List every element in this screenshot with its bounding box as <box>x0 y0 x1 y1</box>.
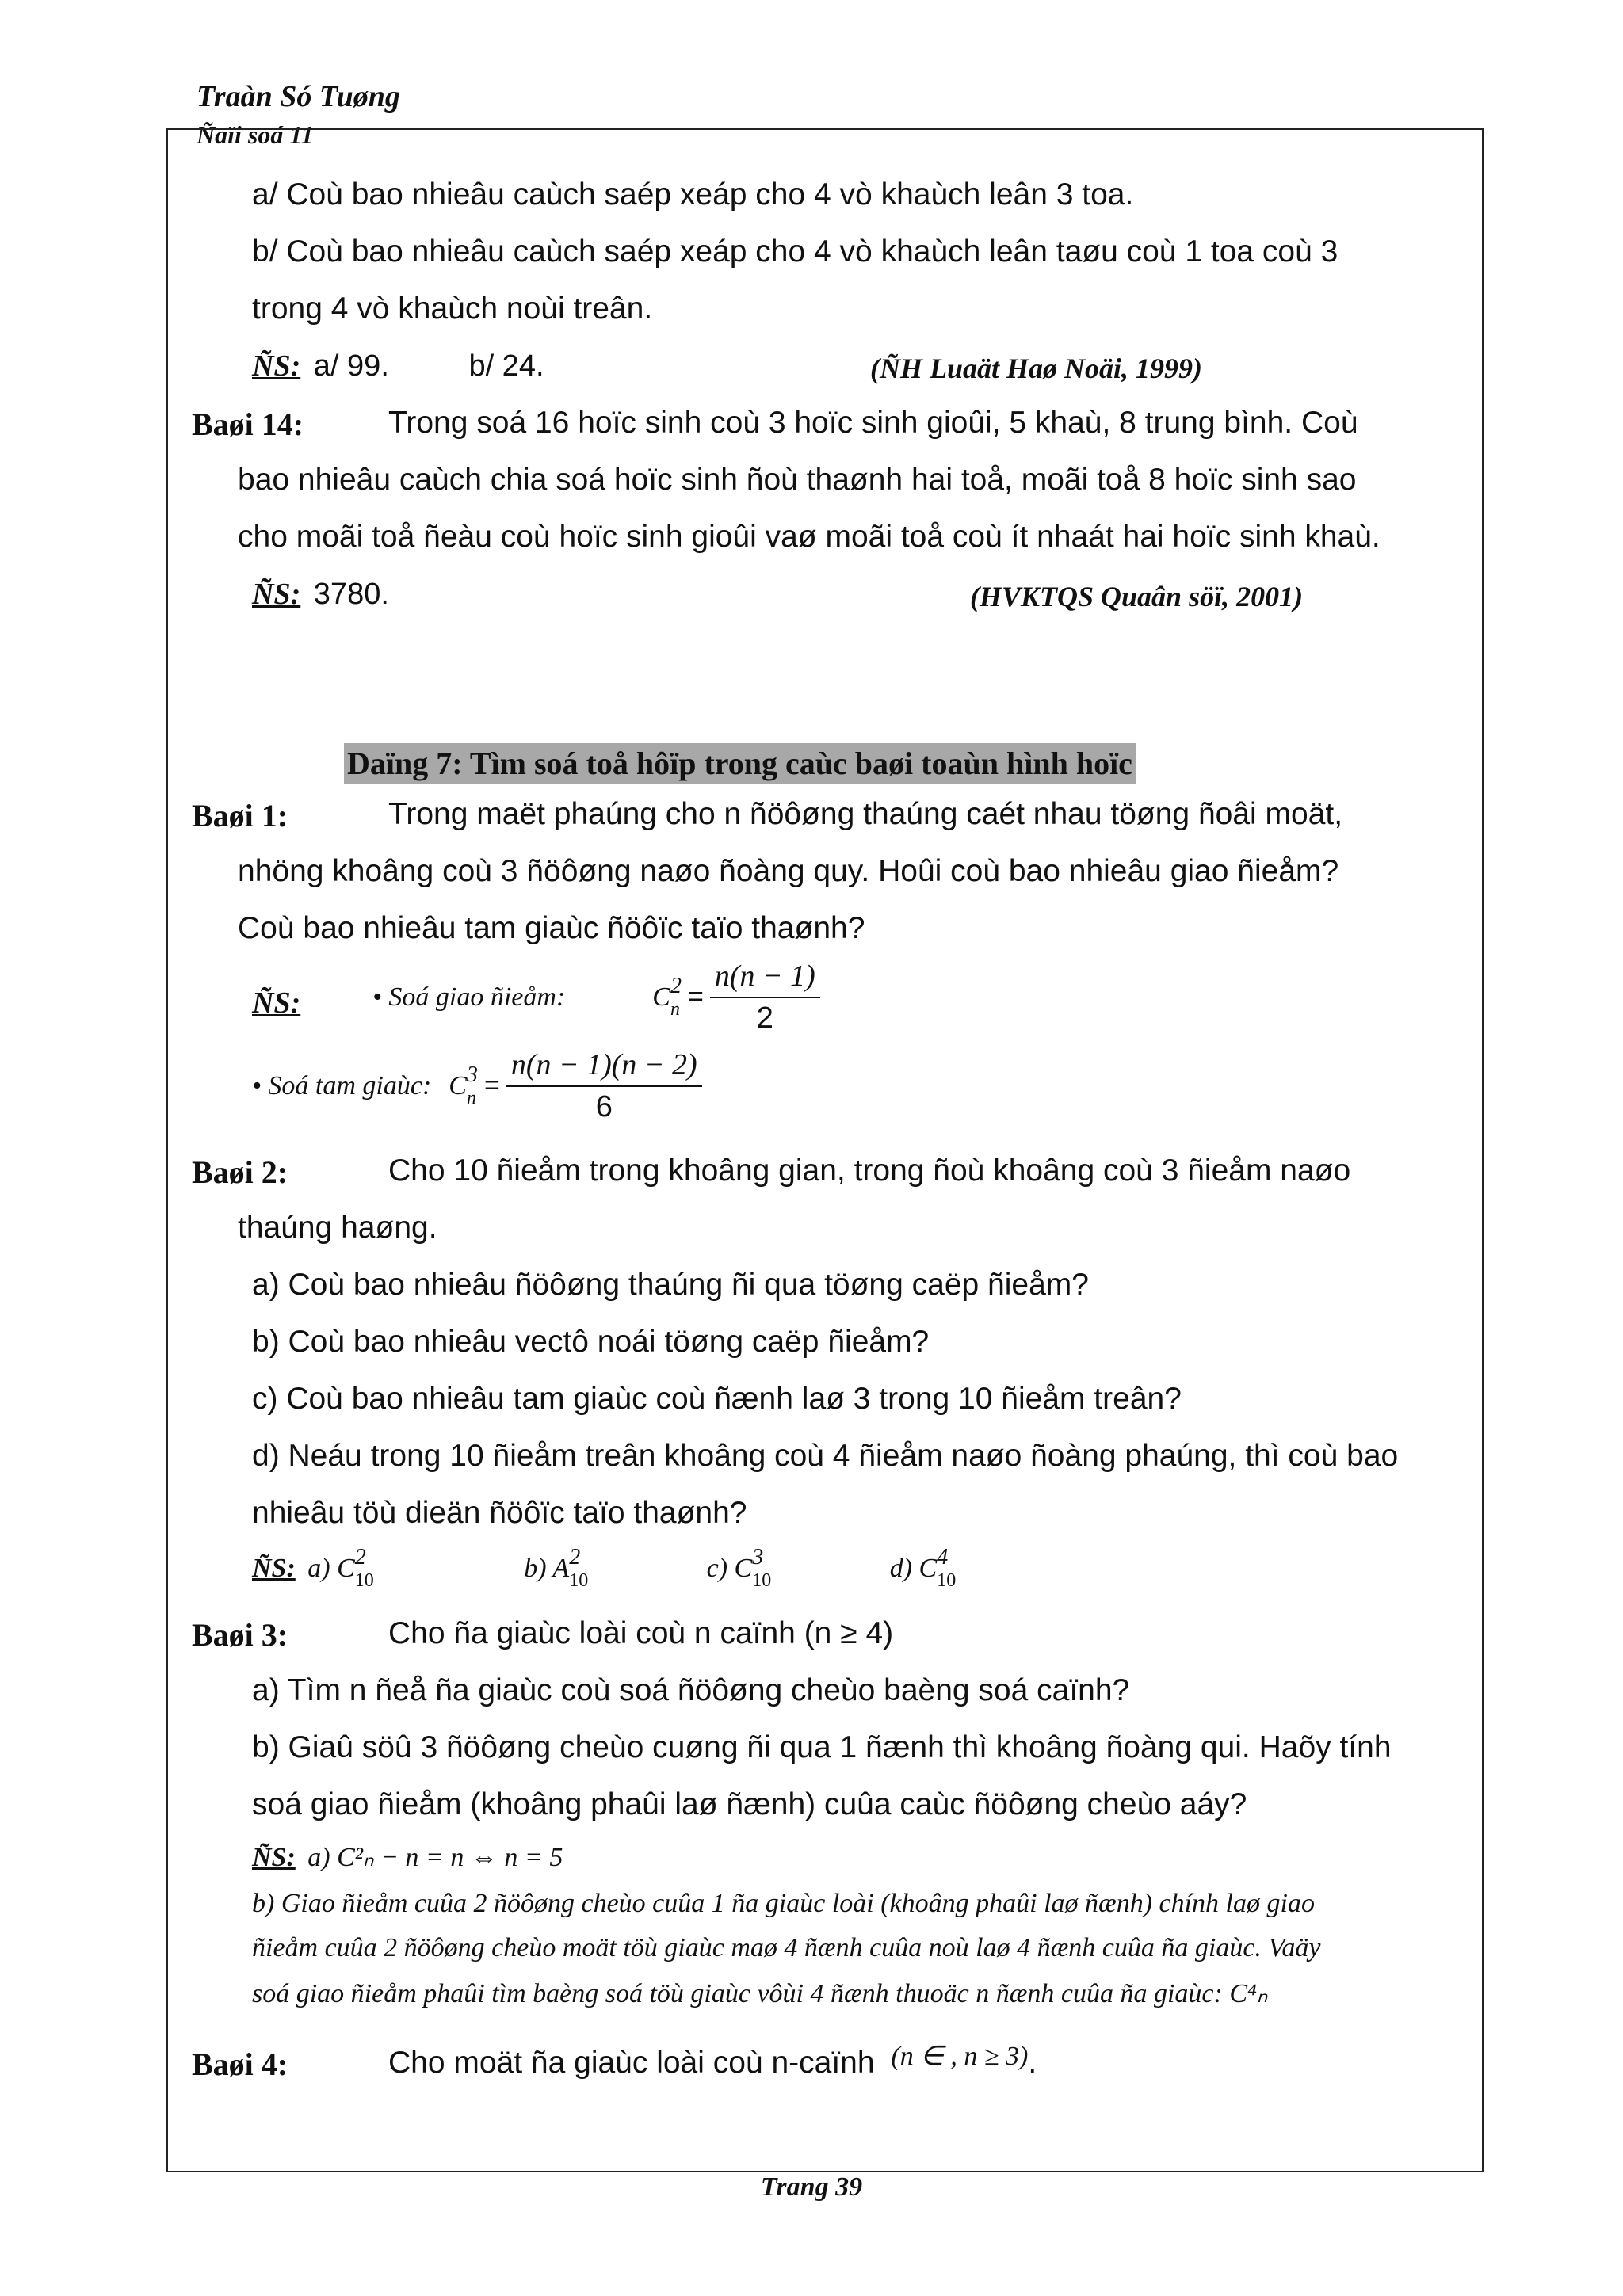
prev-answer-b: b/ 24. <box>468 349 544 383</box>
prev-source: (ÑH Luaät Haø Noäi, 1999) <box>870 353 1202 384</box>
bai2-answer-a: a) $C^2_{10}$ <box>307 1545 374 1591</box>
combination-symbol: $C^3_n$ <box>449 1062 478 1108</box>
bai3-label: Baøi 3: <box>192 1617 288 1653</box>
bai2-part-b: b) Coù bao nhieâu vectô noái töøng caëp ñieåm? <box>252 1325 930 1359</box>
bai2-label: Baøi 2: <box>192 1154 288 1190</box>
answer-label: ÑS: <box>252 1843 296 1872</box>
triangles-fraction: $\frac{n(n - 1)(n - 2)}{6}$ <box>506 1047 702 1124</box>
prev-part-a: a/ Coù bao nhieâu caùch saép xeáp cho 4 vò khaùch leân 3 toa. <box>252 177 1134 212</box>
bai1-label: Baøi 1: <box>192 798 288 833</box>
bai14-answer <box>252 577 389 612</box>
bai2-answer-b: b) $A^2_{10}$ <box>524 1545 589 1591</box>
bai2-line1: Cho 10 ñieåm trong khoâng gian, trong ñoù khoâng coù 3 ñieåm naøo <box>388 1154 1351 1188</box>
answer-label: ÑS: <box>252 349 301 383</box>
bai3-answer-b-line2: ñieåm cuûa 2 ñöôøng cheùo moät töù giaùc maø 4 ñænh cuûa noù laø 4 ñænh cuûa ña giaùc. Vaäy <box>252 1933 1321 1962</box>
bai14-line2: bao nhieâu caùch chia soá hoïc sinh ñoù thaønh hai toå, moãi toå 8 hoïc sinh sao <box>238 463 1357 497</box>
bai4-line1: Cho moät ña giaùc loài coù n-caïnh (n ∈ , n ≥ 3). <box>388 2042 1037 2080</box>
bai3-part-b-line1: b) Giaû söû 3 ñöôøng cheùo cuøng ñi qua 1 ñænh thì khoâng ñoàng qui. Haõy tính <box>252 1730 1392 1764</box>
bai2-part-d-line2: nhieâu töù dieän ñöôïc taïo thaønh? <box>252 1496 747 1530</box>
answer-label: ÑS: <box>252 986 301 1020</box>
prev-part-b-line2: trong 4 vò khaùch noùi treân. <box>252 292 653 326</box>
bai1-triangles: • Soá tam giaùc: $C^3_n$ = $\frac{n(n - 1)(n - 2)}{6}$ <box>252 1047 702 1124</box>
triangles-label: • Soá tam giaùc: <box>252 1070 432 1100</box>
bai3-answer-a: ÑS: a) C²ₙ − n = n ⇔ n = 5 <box>252 1843 563 1872</box>
bai1-line1: Trong maët phaúng cho n ñöôøng thaúng caét nhau töøng ñoâi moät, <box>388 797 1343 831</box>
bai4-label: Baøi 4: <box>192 2046 288 2082</box>
bai3-answer-b-line1: b) Giao ñieåm cuûa 2 ñöôøng cheùo cuûa 1 ña giaùc loài (khoâng phaûi laø ñænh) chính laø giao <box>252 1889 1315 1918</box>
intersections-fraction: $\frac{n(n - 1)}{2}$ <box>710 959 820 1035</box>
bai2-answer-c: c) $C^3_{10}$ <box>706 1545 772 1591</box>
bai3-line1: Cho ña giaùc loài coù n caïnh (n ≥ 4) <box>388 1616 894 1650</box>
bai2-part-a: a) Coù bao nhieâu ñöôøng thaúng ñi qua töøng caëp ñieåm? <box>252 1268 1089 1302</box>
prev-part-b-line1 <box>252 235 1452 269</box>
bai14-source: (HVKTQS Quaân söï, 2001) <box>970 581 1304 612</box>
combination-symbol: $C^2_n$ <box>652 973 682 1020</box>
bai1-line2: nhöng khoâng coù 3 ñöôøng naøo ñoàng quy. Hoûi coù bao nhieâu giao ñieåm? <box>238 854 1339 888</box>
bai4-condition: (n ∈ , n ≥ 3) <box>891 2042 1029 2071</box>
answer-label: ÑS: <box>252 578 301 611</box>
bai1-line3: Coù bao nhieâu tam giaùc ñöôïc taïo thaønh? <box>238 911 865 945</box>
bai14-answer-value: 3780. <box>313 578 389 611</box>
section-heading: Daïng 7: Tìm soá toå hôïp trong caùc baøi toaùn hình hoïc <box>344 743 1136 784</box>
bai3-part-b-line2: soá giao ñieåm (khoâng phaûi laø ñænh) cuûa caùc ñöôøng cheùo aáy? <box>252 1787 1247 1821</box>
bai1-answer-label <box>252 986 305 1020</box>
bai3-part-a: a) Tìm n ñeå ña giaùc coù soá ñöôøng cheùo baèng soá caïnh? <box>252 1673 1130 1707</box>
prev-answer <box>252 349 544 383</box>
page-number: Trang 39 <box>760 2172 863 2202</box>
bai14-line1: Trong soá 16 hoïc sinh coù 3 hoïc sinh gioûi, 5 khaù, 8 trung bình. Coù <box>388 406 1358 440</box>
bai2-answer-d: d) $C^4_{10}$ <box>889 1545 957 1591</box>
bai1-intersections: • Soá giao ñieåm: $C^2_n$ = $\frac{n(n - 1)}{2}$ <box>372 959 820 1035</box>
bai14-line3: cho moãi toå ñeàu coù hoïc sinh gioûi vaø moãi toå coù ít nhaát hai hoïc sinh khaù. <box>238 520 1381 554</box>
prev-answer-a: a/ 99. <box>313 349 389 383</box>
bai2-part-d-line1: d) Neáu trong 10 ñieåm treân khoâng coù 4 ñieåm naøo ñoàng phaúng, thì coù bao <box>252 1439 1399 1473</box>
prev-part-b-text: b/ Coù bao nhieâu caùch saép xeáp cho 4 vò khaùch leân taøu coù 1 toa coù 3 <box>252 235 1338 269</box>
bai2-part-c: c) Coù bao nhieâu tam giaùc coù ñænh laø 3 trong 10 ñieåm treân? <box>252 1382 1182 1416</box>
bai2-answers <box>252 1545 957 1591</box>
answer-label: ÑS: <box>252 1554 296 1583</box>
bai2-line2: thaúng haøng. <box>238 1211 437 1245</box>
bai14-label: Baøi 14: <box>192 406 304 442</box>
header-author: Traàn Só Tuøng <box>197 80 400 113</box>
header-subject: Ñaïi soá 11 <box>197 120 314 149</box>
bai3-answer-b-line3: soá giao ñieåm phaûi tìm baèng soá töù giaùc vôùi 4 ñænh thuoäc n ñænh cuûa ña giaùc: C⁴ₙ <box>252 1979 1268 2008</box>
intersections-label: • Soá giao ñieåm: <box>372 982 566 1012</box>
